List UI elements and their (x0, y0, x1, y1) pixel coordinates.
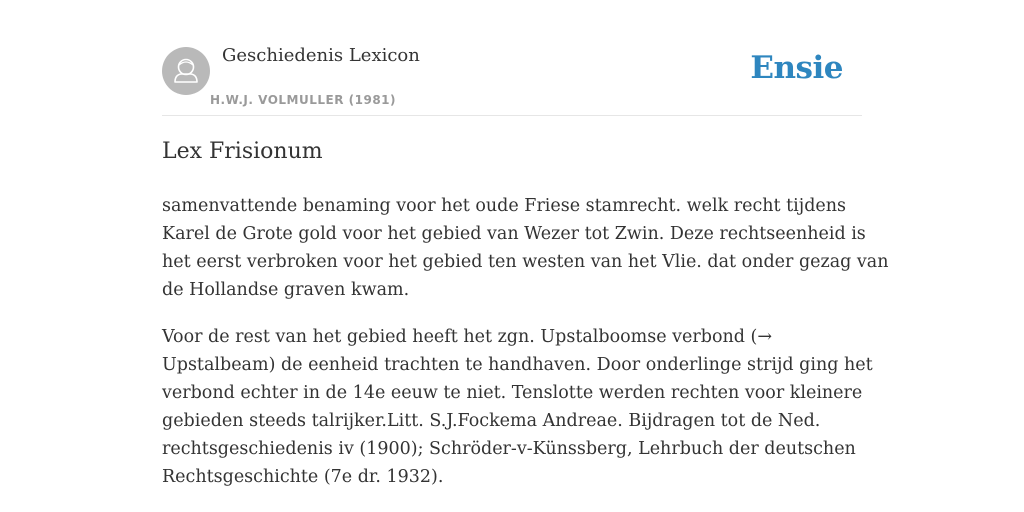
paragraph-line: verbond echter in de 14e eeuw te niet. Tenslotte werden rechten voor kleinere (162, 383, 863, 403)
paragraph-line: gebieden steeds talrijker.Litt. S.J.Fockema Andreae. Bijdragen tot de Ned. (162, 411, 821, 431)
ensie-logo[interactable]: Ensie (750, 50, 843, 86)
paragraph-line: Voor de rest van het gebied heeft het zgn. Upstalboomse verbond (→ (162, 327, 773, 347)
paragraph-line: Upstalbeam) de eenheid trachten te handhaven. Door onderlinge strijd ging het (162, 355, 873, 375)
paragraph-line: rechtsgeschiedenis iv (1900); Schröder-v-Künssberg, Lehrbuch der deutschen (162, 439, 856, 459)
author-avatar[interactable] (162, 47, 210, 95)
paragraph-line: samenvattende benaming voor het oude Friese stamrecht. welk recht tijdens (162, 196, 847, 216)
paragraph-1 (162, 192, 889, 304)
paragraph-line: het eerst verbroken voor het gebied ten westen van het Vlie. dat onder gezag van (162, 252, 889, 272)
entry-title: Lex Frisionum (162, 139, 323, 164)
paragraph-line: Karel de Grote gold voor het gebied van Wezer tot Zwin. Deze rechtseenheid is (162, 224, 866, 244)
paragraph-2 (162, 323, 873, 491)
entry-card (162, 0, 889, 487)
author-name[interactable]: H.W.J. VOLMULLER (1981) (210, 93, 397, 107)
lexicon-title[interactable]: Geschiedenis Lexicon (222, 45, 420, 66)
paragraph-line: de Hollandse graven kwam. (162, 280, 410, 300)
paragraph-line: Rechtsgeschichte (7e dr. 1932). (162, 467, 444, 487)
entry-header (162, 0, 862, 116)
user-avatar-icon (162, 47, 210, 95)
